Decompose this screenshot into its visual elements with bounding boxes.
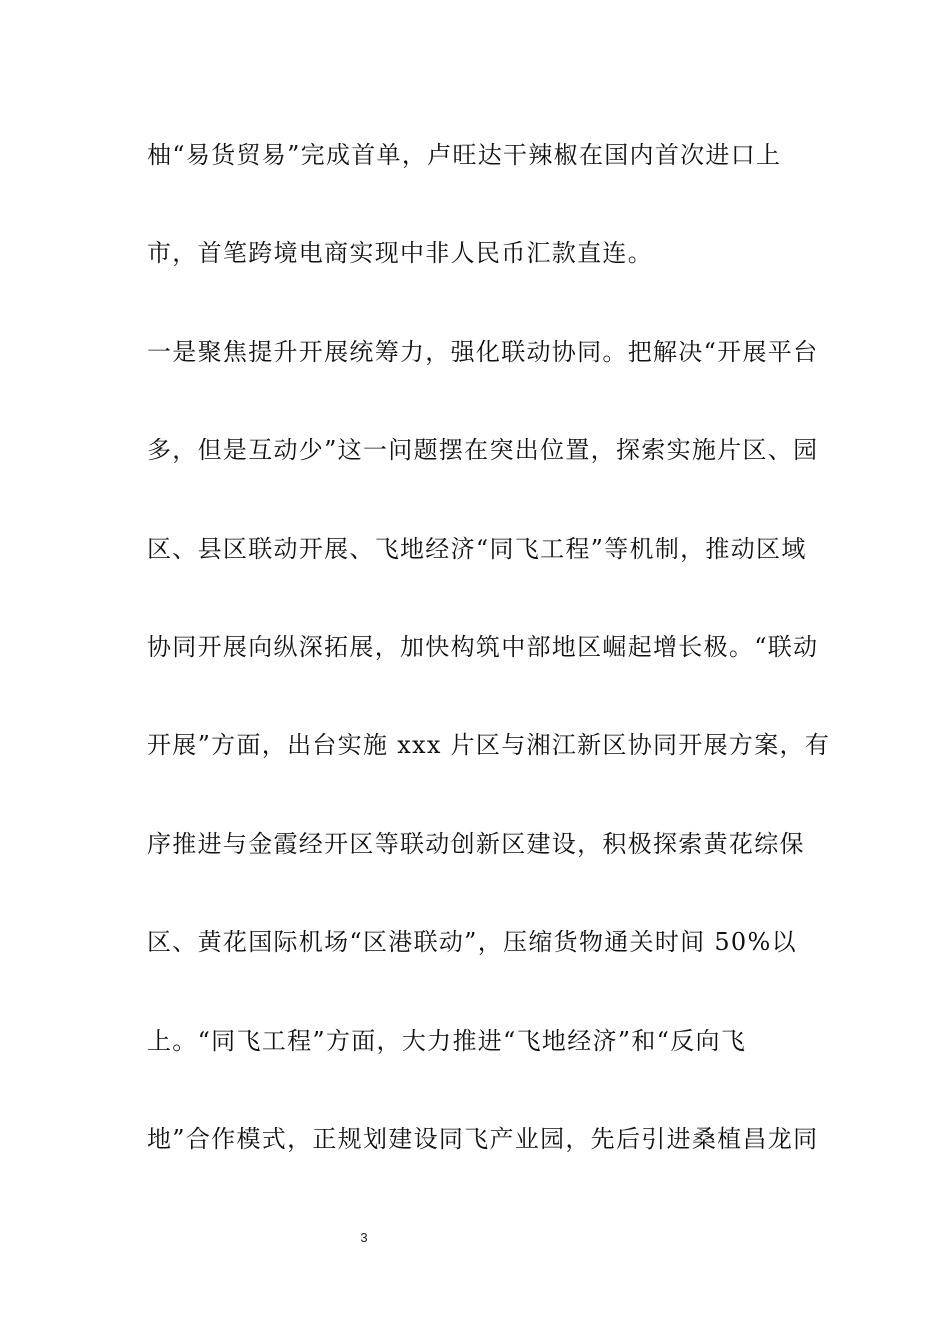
text-line: 开展”方面，出台实施 xxx 片区与湘江新区协同开展方案，有 — [147, 731, 831, 760]
text-line: 上。“同飞工程”方面，大力推进“飞地经济”和“反向飞 — [147, 1026, 747, 1055]
body-text — [147, 131, 831, 1213]
text-line: 一是聚焦提升开展统筹力，强化联动协同。把解决“开展平台 — [147, 337, 819, 366]
page-number: 3 — [360, 1230, 368, 1245]
text-line: 协同开展向纵深拓展，加快构筑中部地区崛起增长极。“联动 — [147, 632, 819, 661]
text-line: 市，首笔跨境电商实现中非人民币汇款直连。 — [147, 239, 653, 268]
text-line: 柚“易货贸易”完成首单，卢旺达干辣椒在国内首次进口上 — [147, 141, 782, 169]
text-line: 区、县区联动开展、飞地经济“同飞工程”等机制，推动区域 — [147, 534, 807, 563]
text-line: 区、黄花国际机场“区港联动”，压缩货物通关时间 50%以 — [147, 928, 797, 957]
text-line: 多，但是互动少”这一问题摆在突出位置，探索实施片区、园 — [147, 436, 819, 465]
text-line: 序推进与金霞经开区等联动创新区建设，积极探索黄花综保 — [147, 829, 805, 858]
text-line: 地”合作模式，正规划建设同飞产业园，先后引进桑植昌龙同 — [147, 1124, 819, 1153]
